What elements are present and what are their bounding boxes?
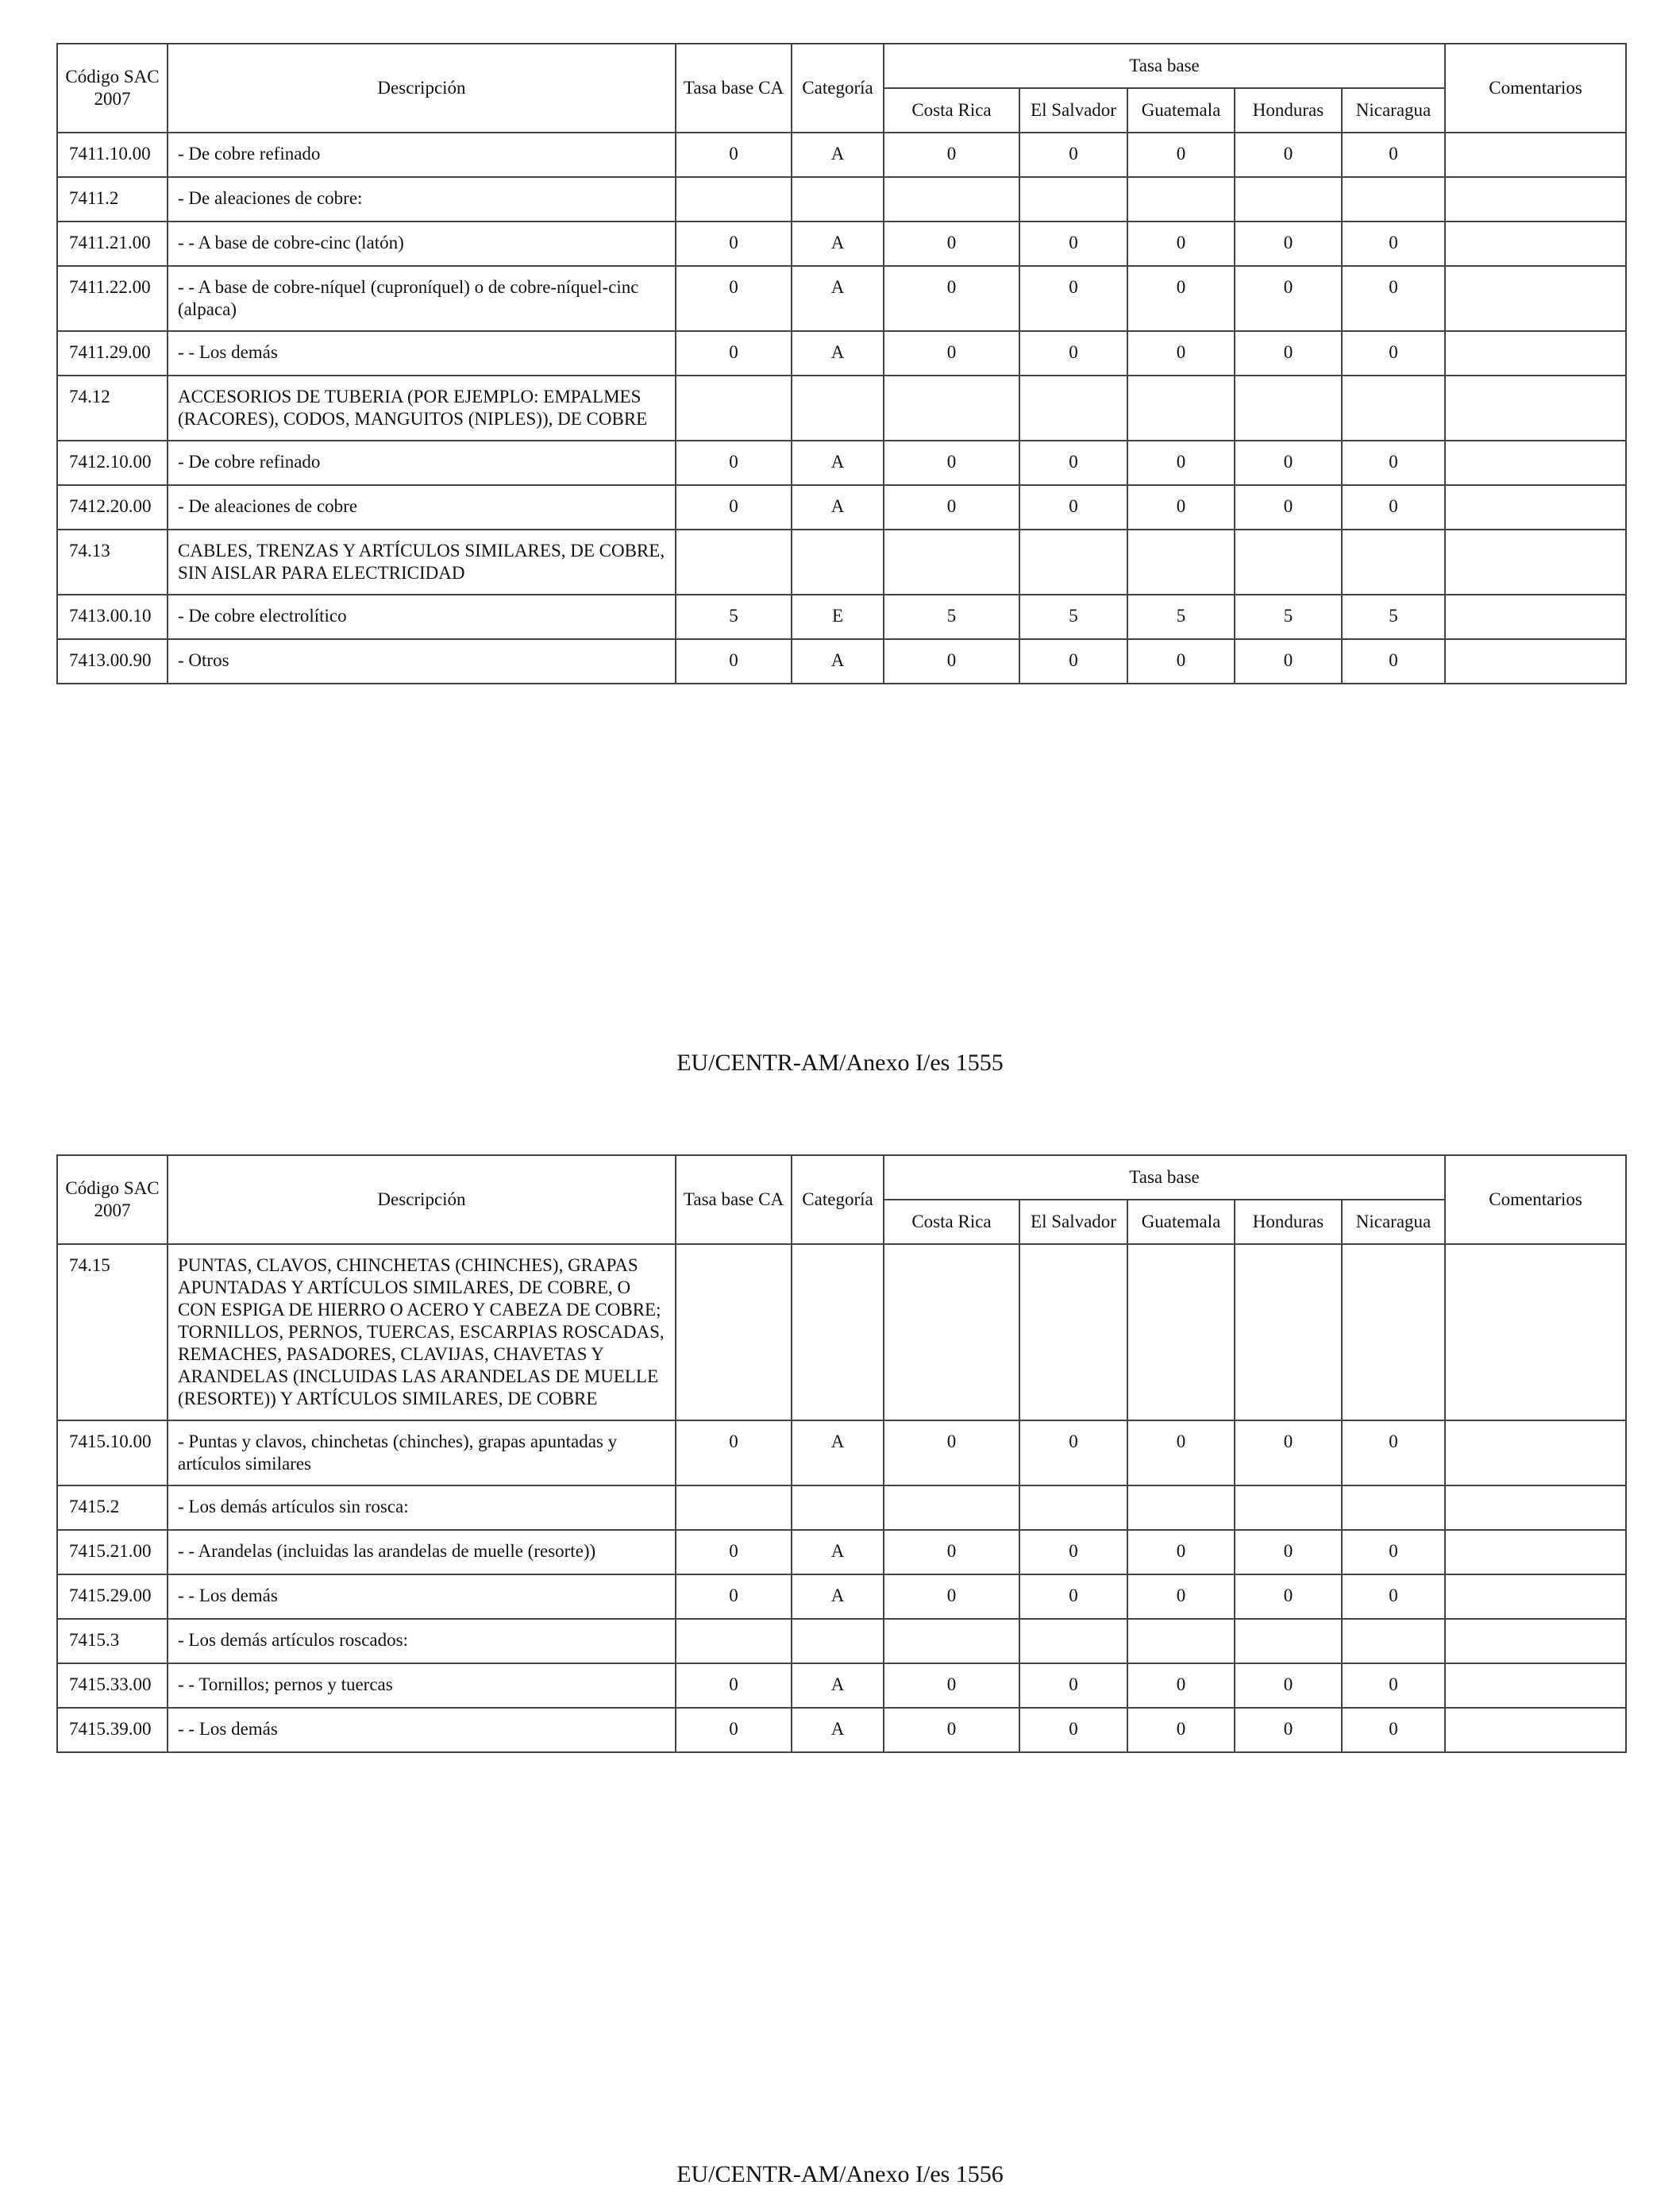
cell-comentarios: [1445, 1485, 1626, 1530]
cell-comentarios: [1445, 485, 1626, 530]
cell-guatemala: 0: [1127, 1663, 1235, 1708]
cell-honduras: [1235, 177, 1342, 222]
cell-nicaragua: 5: [1342, 595, 1445, 639]
cell-guatemala: 0: [1127, 1530, 1235, 1574]
cell-categoria: A: [792, 1530, 884, 1574]
cell-honduras: [1235, 1244, 1342, 1420]
cell-tasa-ca: 0: [676, 1708, 792, 1752]
col-header-descripcion: Descripción: [168, 44, 676, 133]
cell-nicaragua: 0: [1342, 1708, 1445, 1752]
cell-honduras: 0: [1235, 133, 1342, 177]
cell-categoria: A: [792, 485, 884, 530]
cell-nicaragua: 0: [1342, 441, 1445, 485]
cell-honduras: 0: [1235, 1663, 1342, 1708]
cell-categoria: A: [792, 133, 884, 177]
cell-guatemala: [1127, 1619, 1235, 1663]
col-header-codigo: Código SAC 2007: [57, 1155, 168, 1244]
table-row: [57, 1619, 1626, 1663]
cell-tasa-ca: [676, 1619, 792, 1663]
cell-costa-rica: [884, 1244, 1019, 1420]
cell-descripcion: - De aleaciones de cobre: [168, 485, 676, 530]
cell-costa-rica: 0: [884, 266, 1019, 331]
col-header-tasa-ca: Tasa base CA: [676, 44, 792, 133]
cell-el-salvador: 0: [1019, 1530, 1127, 1574]
cell-codigo: 7415.29.00: [57, 1574, 168, 1619]
cell-costa-rica: 0: [884, 1708, 1019, 1752]
cell-comentarios: [1445, 530, 1626, 595]
cell-nicaragua: [1342, 1619, 1445, 1663]
cell-categoria: [792, 1619, 884, 1663]
cell-el-salvador: 0: [1019, 222, 1127, 266]
cell-codigo: 7413.00.10: [57, 595, 168, 639]
cell-honduras: [1235, 530, 1342, 595]
col-header-honduras: Honduras: [1235, 88, 1342, 133]
cell-nicaragua: 0: [1342, 331, 1445, 376]
cell-comentarios: [1445, 595, 1626, 639]
cell-comentarios: [1445, 331, 1626, 376]
cell-codigo: 7413.00.90: [57, 639, 168, 684]
cell-guatemala: 0: [1127, 1574, 1235, 1619]
cell-categoria: A: [792, 1663, 884, 1708]
table-row: [57, 530, 1626, 595]
cell-descripcion: - - A base de cobre-níquel (cuproníquel) o de cobre-níquel-cinc (alpaca): [168, 266, 676, 331]
cell-comentarios: [1445, 441, 1626, 485]
cell-honduras: 0: [1235, 485, 1342, 530]
cell-categoria: A: [792, 331, 884, 376]
cell-honduras: 0: [1235, 1530, 1342, 1574]
table-row: [57, 177, 1626, 222]
cell-nicaragua: 0: [1342, 639, 1445, 684]
col-header-descripcion: Descripción: [168, 1155, 676, 1244]
cell-costa-rica: 0: [884, 441, 1019, 485]
cell-codigo: 7415.21.00: [57, 1530, 168, 1574]
table-row: [57, 485, 1626, 530]
cell-tasa-ca: 0: [676, 1663, 792, 1708]
cell-tasa-ca: 0: [676, 1420, 792, 1485]
cell-codigo: 74.15: [57, 1244, 168, 1420]
cell-descripcion: - De cobre refinado: [168, 441, 676, 485]
cell-categoria: [792, 1244, 884, 1420]
cell-honduras: 5: [1235, 595, 1342, 639]
cell-el-salvador: 0: [1019, 1574, 1127, 1619]
cell-descripcion: ACCESORIOS DE TUBERIA (POR EJEMPLO: EMPALMES (RACORES), CODOS, MANGUITOS (NIPLES)), DE COBRE: [168, 376, 676, 441]
col-header-categoria: Categoría: [792, 44, 884, 133]
cell-tasa-ca: 0: [676, 266, 792, 331]
cell-categoria: A: [792, 1708, 884, 1752]
cell-costa-rica: 0: [884, 222, 1019, 266]
cell-categoria: [792, 1485, 884, 1530]
cell-costa-rica: 0: [884, 1663, 1019, 1708]
cell-costa-rica: 0: [884, 331, 1019, 376]
cell-comentarios: [1445, 1574, 1626, 1619]
col-header-tasa-base: Tasa base: [884, 1155, 1445, 1200]
table-row: [57, 1663, 1626, 1708]
cell-el-salvador: 0: [1019, 331, 1127, 376]
cell-nicaragua: 0: [1342, 1530, 1445, 1574]
cell-nicaragua: [1342, 1485, 1445, 1530]
cell-tasa-ca: 0: [676, 222, 792, 266]
cell-comentarios: [1445, 1619, 1626, 1663]
col-header-guatemala: Guatemala: [1127, 88, 1235, 133]
cell-el-salvador: 0: [1019, 441, 1127, 485]
cell-comentarios: [1445, 1244, 1626, 1420]
cell-nicaragua: 0: [1342, 133, 1445, 177]
cell-descripcion: - - Los demás: [168, 1708, 676, 1752]
cell-tasa-ca: 0: [676, 1574, 792, 1619]
cell-codigo: 7415.10.00: [57, 1420, 168, 1485]
cell-comentarios: [1445, 222, 1626, 266]
table-row: [57, 1530, 1626, 1574]
col-header-el-salvador: El Salvador: [1019, 1200, 1127, 1244]
cell-guatemala: [1127, 177, 1235, 222]
cell-tasa-ca: [676, 1485, 792, 1530]
cell-nicaragua: [1342, 177, 1445, 222]
cell-guatemala: 0: [1127, 639, 1235, 684]
cell-codigo: 7415.33.00: [57, 1663, 168, 1708]
cell-el-salvador: [1019, 177, 1127, 222]
cell-codigo: 74.13: [57, 530, 168, 595]
cell-codigo: 7411.10.00: [57, 133, 168, 177]
cell-categoria: [792, 530, 884, 595]
cell-comentarios: [1445, 266, 1626, 331]
cell-el-salvador: 0: [1019, 133, 1127, 177]
col-header-nicaragua: Nicaragua: [1342, 88, 1445, 133]
cell-costa-rica: [884, 177, 1019, 222]
cell-tasa-ca: [676, 376, 792, 441]
table-row: [57, 441, 1626, 485]
table-row: [57, 331, 1626, 376]
cell-comentarios: [1445, 1420, 1626, 1485]
cell-guatemala: 0: [1127, 331, 1235, 376]
cell-costa-rica: 0: [884, 639, 1019, 684]
cell-honduras: 0: [1235, 1420, 1342, 1485]
col-header-costa-rica: Costa Rica: [884, 1200, 1019, 1244]
cell-tasa-ca: 0: [676, 133, 792, 177]
col-header-categoria: Categoría: [792, 1155, 884, 1244]
cell-guatemala: 5: [1127, 595, 1235, 639]
cell-guatemala: 0: [1127, 266, 1235, 331]
table-row: [57, 376, 1626, 441]
cell-guatemala: [1127, 1485, 1235, 1530]
cell-descripcion: - De aleaciones de cobre:: [168, 177, 676, 222]
cell-honduras: [1235, 1619, 1342, 1663]
cell-honduras: [1235, 376, 1342, 441]
cell-el-salvador: 0: [1019, 1663, 1127, 1708]
cell-tasa-ca: 0: [676, 441, 792, 485]
cell-comentarios: [1445, 1708, 1626, 1752]
cell-descripcion: - - Los demás: [168, 331, 676, 376]
cell-guatemala: 0: [1127, 485, 1235, 530]
cell-categoria: A: [792, 222, 884, 266]
cell-categoria: A: [792, 1420, 884, 1485]
cell-el-salvador: [1019, 1619, 1127, 1663]
cell-costa-rica: 0: [884, 1574, 1019, 1619]
tariff-table-2: [56, 1154, 1627, 1753]
cell-tasa-ca: 5: [676, 595, 792, 639]
col-header-costa-rica: Costa Rica: [884, 88, 1019, 133]
cell-honduras: 0: [1235, 441, 1342, 485]
table-2-body: [57, 1244, 1626, 1752]
cell-nicaragua: 0: [1342, 1420, 1445, 1485]
table-row: [57, 1420, 1626, 1485]
cell-el-salvador: 0: [1019, 639, 1127, 684]
cell-categoria: A: [792, 1574, 884, 1619]
cell-guatemala: 0: [1127, 133, 1235, 177]
cell-codigo: 7411.2: [57, 177, 168, 222]
col-header-tasa-base: Tasa base: [884, 44, 1445, 88]
cell-codigo: 7415.39.00: [57, 1708, 168, 1752]
cell-descripcion: - - A base de cobre-cinc (latón): [168, 222, 676, 266]
cell-costa-rica: [884, 376, 1019, 441]
table-row: [57, 1485, 1626, 1530]
cell-guatemala: [1127, 376, 1235, 441]
cell-comentarios: [1445, 376, 1626, 441]
cell-costa-rica: 0: [884, 1530, 1019, 1574]
cell-nicaragua: [1342, 376, 1445, 441]
cell-descripcion: - - Tornillos; pernos y tuercas: [168, 1663, 676, 1708]
cell-categoria: A: [792, 441, 884, 485]
cell-descripcion: - De cobre electrolítico: [168, 595, 676, 639]
cell-guatemala: 0: [1127, 1420, 1235, 1485]
cell-honduras: [1235, 1485, 1342, 1530]
cell-categoria: E: [792, 595, 884, 639]
cell-comentarios: [1445, 1663, 1626, 1708]
table-row: [57, 222, 1626, 266]
table-1-body: [57, 133, 1626, 684]
cell-codigo: 7415.2: [57, 1485, 168, 1530]
cell-comentarios: [1445, 177, 1626, 222]
cell-costa-rica: [884, 530, 1019, 595]
page-footer-1556: EU/CENTR-AM/Anexo I/es 1556: [676, 2161, 1004, 2187]
cell-tasa-ca: [676, 177, 792, 222]
cell-guatemala: 0: [1127, 222, 1235, 266]
cell-el-salvador: 0: [1019, 485, 1127, 530]
cell-el-salvador: [1019, 530, 1127, 595]
cell-codigo: 7412.10.00: [57, 441, 168, 485]
cell-nicaragua: 0: [1342, 266, 1445, 331]
cell-guatemala: 0: [1127, 441, 1235, 485]
cell-codigo: 7411.21.00: [57, 222, 168, 266]
cell-categoria: A: [792, 639, 884, 684]
cell-codigo: 7411.22.00: [57, 266, 168, 331]
cell-nicaragua: [1342, 1244, 1445, 1420]
page-footer-1555: EU/CENTR-AM/Anexo I/es 1555: [676, 1050, 1004, 1076]
cell-nicaragua: [1342, 530, 1445, 595]
cell-descripcion: PUNTAS, CLAVOS, CHINCHETAS (CHINCHES), GRAPAS APUNTADAS Y ARTÍCULOS SIMILARES, DE COBRE, O CON ESPIGA DE HIERRO O ACERO Y CABEZA DE COBRE; TORNILLOS, PERNOS, TUERCAS, ESCARPIAS ROSCADAS, REMACHES, PASADORES, CLAVIJAS, CHAVETAS Y ARANDELAS (INCLUIDAS LAS ARANDELAS DE MUELLE (RESORTE)) Y ARTÍCULOS SIMILARES, DE COBRE: [168, 1244, 676, 1420]
cell-el-salvador: [1019, 1244, 1127, 1420]
cell-el-salvador: 5: [1019, 595, 1127, 639]
cell-honduras: 0: [1235, 1708, 1342, 1752]
cell-comentarios: [1445, 639, 1626, 684]
tariff-table-1: [56, 43, 1627, 684]
cell-tasa-ca: 0: [676, 331, 792, 376]
cell-costa-rica: 5: [884, 595, 1019, 639]
cell-tasa-ca: 0: [676, 485, 792, 530]
col-header-comentarios: Comentarios: [1445, 1155, 1626, 1244]
cell-costa-rica: [884, 1485, 1019, 1530]
cell-descripcion: - Otros: [168, 639, 676, 684]
cell-descripcion: - De cobre refinado: [168, 133, 676, 177]
cell-descripcion: CABLES, TRENZAS Y ARTÍCULOS SIMILARES, DE COBRE, SIN AISLAR PARA ELECTRICIDAD: [168, 530, 676, 595]
cell-el-salvador: [1019, 1485, 1127, 1530]
cell-nicaragua: 0: [1342, 1574, 1445, 1619]
table-row: [57, 1574, 1626, 1619]
table-row: [57, 639, 1626, 684]
cell-tasa-ca: [676, 1244, 792, 1420]
cell-tasa-ca: 0: [676, 639, 792, 684]
col-header-honduras: Honduras: [1235, 1200, 1342, 1244]
cell-nicaragua: 0: [1342, 485, 1445, 530]
cell-costa-rica: 0: [884, 485, 1019, 530]
cell-descripcion: - - Los demás: [168, 1574, 676, 1619]
cell-el-salvador: 0: [1019, 1708, 1127, 1752]
cell-honduras: 0: [1235, 331, 1342, 376]
cell-codigo: 7415.3: [57, 1619, 168, 1663]
cell-el-salvador: 0: [1019, 1420, 1127, 1485]
cell-honduras: 0: [1235, 639, 1342, 684]
cell-el-salvador: [1019, 376, 1127, 441]
col-header-nicaragua: Nicaragua: [1342, 1200, 1445, 1244]
cell-costa-rica: 0: [884, 133, 1019, 177]
cell-categoria: [792, 177, 884, 222]
cell-honduras: 0: [1235, 266, 1342, 331]
cell-categoria: A: [792, 266, 884, 331]
cell-descripcion: - Los demás artículos sin rosca:: [168, 1485, 676, 1530]
cell-guatemala: 0: [1127, 1708, 1235, 1752]
cell-tasa-ca: 0: [676, 1530, 792, 1574]
cell-descripcion: - Los demás artículos roscados:: [168, 1619, 676, 1663]
table-row: [57, 266, 1626, 331]
table-row: [57, 1708, 1626, 1752]
cell-costa-rica: [884, 1619, 1019, 1663]
cell-descripcion: - Puntas y clavos, chinchetas (chinches), grapas apuntadas y artículos similares: [168, 1420, 676, 1485]
col-header-el-salvador: El Salvador: [1019, 88, 1127, 133]
col-header-codigo: Código SAC 2007: [57, 44, 168, 133]
cell-codigo: 74.12: [57, 376, 168, 441]
table-row: [57, 133, 1626, 177]
col-header-guatemala: Guatemala: [1127, 1200, 1235, 1244]
cell-guatemala: [1127, 1244, 1235, 1420]
cell-tasa-ca: [676, 530, 792, 595]
cell-honduras: 0: [1235, 1574, 1342, 1619]
cell-el-salvador: 0: [1019, 266, 1127, 331]
cell-comentarios: [1445, 1530, 1626, 1574]
cell-honduras: 0: [1235, 222, 1342, 266]
cell-nicaragua: 0: [1342, 222, 1445, 266]
col-header-tasa-ca: Tasa base CA: [676, 1155, 792, 1244]
table-row: [57, 595, 1626, 639]
table-row: [57, 1244, 1626, 1420]
cell-categoria: [792, 376, 884, 441]
cell-comentarios: [1445, 133, 1626, 177]
cell-descripcion: - - Arandelas (incluidas las arandelas de muelle (resorte)): [168, 1530, 676, 1574]
cell-nicaragua: 0: [1342, 1663, 1445, 1708]
cell-codigo: 7412.20.00: [57, 485, 168, 530]
cell-guatemala: [1127, 530, 1235, 595]
cell-costa-rica: 0: [884, 1420, 1019, 1485]
col-header-comentarios: Comentarios: [1445, 44, 1626, 133]
cell-codigo: 7411.29.00: [57, 331, 168, 376]
